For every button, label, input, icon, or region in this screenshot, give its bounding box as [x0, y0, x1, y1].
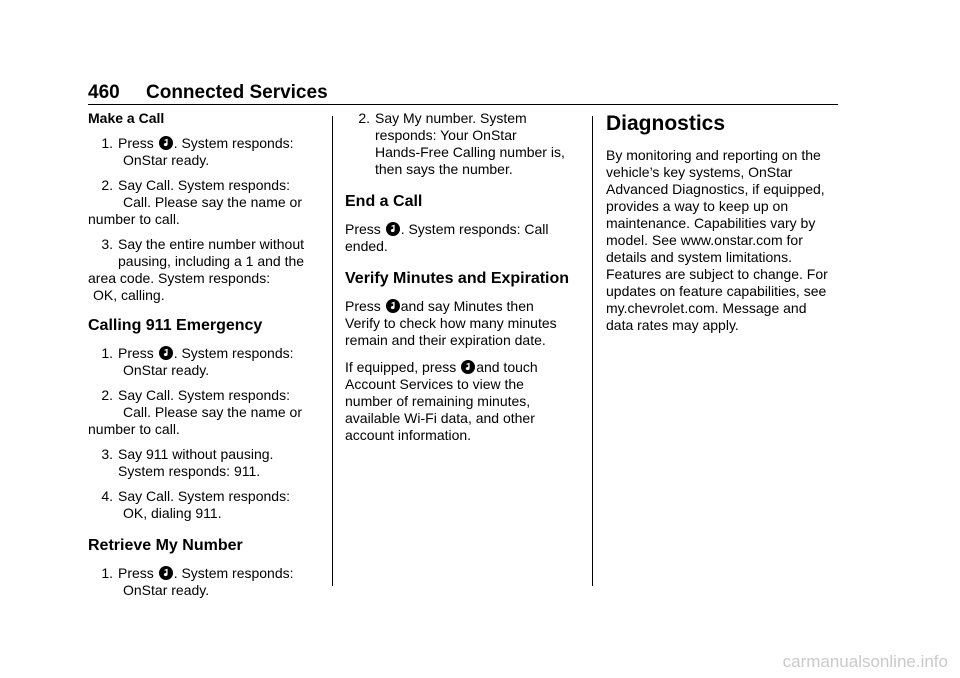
column-1 — [88, 110, 324, 607]
list-item: 2. Say My number. System responds: Your OnStar Hands-Free Calling number is, then says the number. — [358, 110, 565, 177]
onstar-voice-icon — [386, 299, 400, 313]
list-item: 4. Say Call. System responds: OK, dialing 911. — [101, 488, 290, 521]
page-header — [88, 80, 838, 106]
retrieve-heading: Retrieve My Number — [88, 537, 243, 554]
make-call-heading: Make a Call — [88, 110, 165, 126]
list-item: 1. Press . System responds: OnStar ready. — [101, 135, 294, 168]
page-number: 460 — [88, 82, 120, 103]
diagnostics-text: By monitoring and reporting on the vehicle’s key systems, OnStar Advanced Diagnostics, if equipped, provides a way to keep up on maintenance. Capabilities vary by model. See www.onstar.com for details and system limitations. Features are subject to change. For updates on feature capabilities, see my.chevrolet.com. Message and data rates may apply. — [606, 147, 828, 333]
column-divider — [332, 116, 333, 586]
onstar-voice-icon — [159, 136, 173, 150]
verify-heading: Verify Minutes and Expiration — [345, 270, 570, 287]
header-rule — [88, 104, 838, 105]
watermark: carmanualsonline.info — [782, 652, 948, 671]
column-2 — [345, 110, 581, 454]
diagnostics-heading: Diagnostics — [606, 112, 726, 135]
end-call-heading: End a Call — [345, 193, 423, 210]
list-item: 2. Say Call. System responds: Call. Please say the name or number to call. — [88, 177, 302, 227]
end-call-text: Press . System responds: Call ended. — [345, 221, 549, 254]
onstar-voice-icon — [159, 346, 173, 360]
list-item: 3. Say the entire number without pausing, including a 1 and the area code. System responds: OK, calling. — [88, 236, 305, 303]
column-3 — [606, 110, 846, 344]
verify-text: Press and say Minutes then Verify to check how many minutes remain and their expiration date. — [345, 298, 557, 348]
onstar-voice-icon — [386, 222, 400, 236]
verify-text-2: If equipped, press and touch Account Services to view the number of remaining minutes, available Wi-Fi data, and other account information. — [345, 359, 538, 443]
onstar-voice-icon — [461, 360, 475, 374]
list-item: 2. Say Call. System responds: Call. Please say the name or number to call. — [88, 387, 302, 437]
list-item: 1. Press . System responds: OnStar ready. — [101, 345, 294, 378]
list-item: 1. Press . System responds: OnStar ready. — [101, 565, 294, 598]
section-title: Connected Services — [146, 82, 328, 103]
emergency-heading: Calling 911 Emergency — [88, 317, 263, 334]
column-divider — [592, 116, 593, 586]
onstar-voice-icon — [159, 566, 173, 580]
list-item: 3. Say 911 without pausing. System responds: 911. — [101, 446, 274, 479]
